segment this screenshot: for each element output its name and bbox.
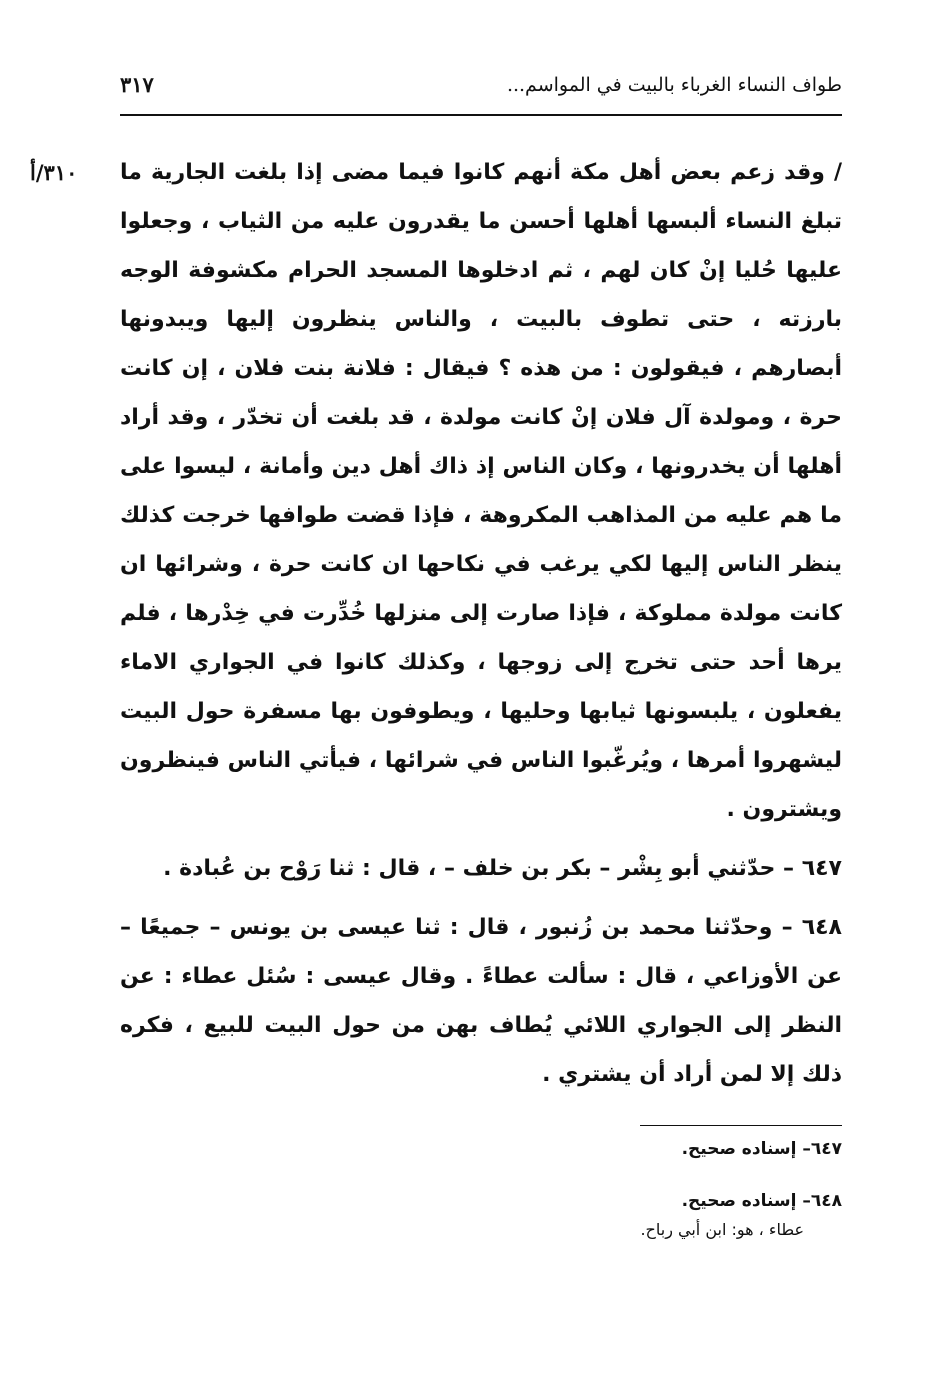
footnote-648-note: عطاء ، هو: ابن أبي رباح. [640, 1220, 804, 1239]
footnote-647: ٦٤٧– إسناده صحيح. [681, 1139, 842, 1159]
main-text [120, 148, 842, 1099]
footnotes [400, 1134, 842, 1244]
margin-manuscript-reference: ٣١٠/أ [30, 160, 78, 185]
hadith-648: ٦٤٨ – وحدّثنا محمد بن زُنبور ، قال : ثنا عيسى بن يونس – جميعًا – عن الأوزاعي ، قال : سألت عطاءً . وقال عيسى : سُئل عطاء : عن النظر إلى الجواري اللائي يُطاف بهن من حول البيت للبيع ، فكره ذلك إلا لمن أراد أن يشتري . [120, 915, 842, 1087]
running-header-title: طواف النساء الغرباء بالبيت في المواسم... [506, 74, 842, 96]
running-header [120, 66, 842, 110]
footnote-648: ٦٤٨– إسناده صحيح. [681, 1191, 842, 1211]
hadith-647: ٦٤٧ – حدّثني أبو بِشْر – بكر بن خلف – ، قال : ثنا رَوْح بن عُبادة . [163, 856, 842, 881]
header-divider [120, 114, 842, 116]
footnote-divider [640, 1125, 842, 1126]
page-number: ٣١٧ [120, 72, 154, 97]
narrative-paragraph: / وقد زعم بعض أهل مكة أنهم كانوا فيما مضى إذا بلغت الجارية ما تبلغ النساء ألبسها أهلها أحسن ما يقدرون عليه من الثياب ، وجعلوا عليها حُليا إنْ كان لهم ، ثم ادخلوها المسجد الحرام مكشوفة الوجه بارزته ، حتى تطوف بالبيت ، والناس ينظرون إليها ويبدونها أبصارهم ، فيقولون : من هذه ؟ فيقال : فلانة بنت فلان ، إن كانت حرة ، ومولدة آل فلان إنْ كانت مولدة ، قد بلغت أن تخدّر ، وقد أراد أهلها أن يخدرونها ، وكان الناس إذ ذاك أهل دين وأمانة ، ليسوا على ما هم عليه من المذاهب المكروهة ، فإذا قضت طوافها خرجت كذلك ينظر الناس إليها لكي يرغب في نكاحها ان كانت حرة ، وشرائها ان كانت مولدة مملوكة ، فإذا صارت إلى منزلها خُدِّرت في خِدْرها ، فلم يرها أحد حتى تخرج إلى زوجها ، وكذلك كانوا في الجواري الاماء يفعلون ، يلبسونها ثيابها وحليها ، ويطوفون بها مسفرة حول البيت ليشهروا أمرها ، ويُرغّبوا الناس في شرائها ، فيأتي الناس فينظرون ويشترون . [120, 160, 842, 822]
